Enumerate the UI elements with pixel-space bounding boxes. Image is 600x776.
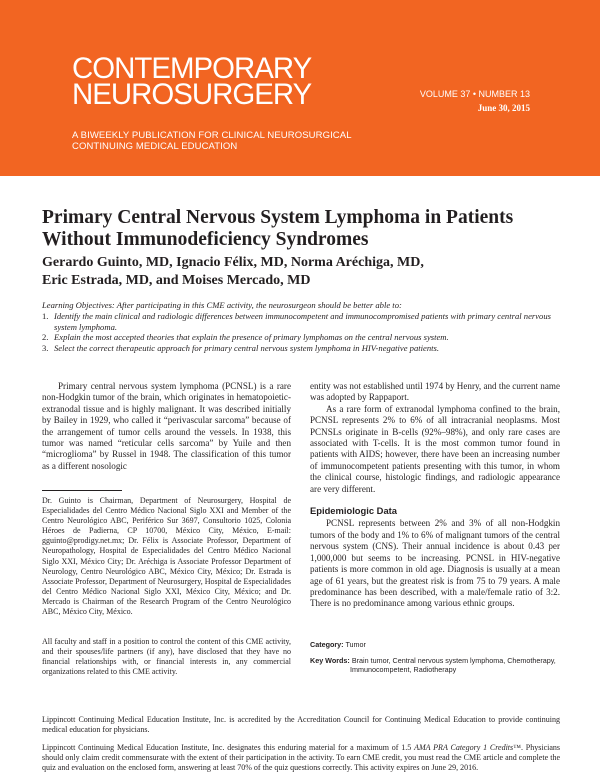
category-value: Tumor	[345, 640, 366, 649]
learning-objectives	[42, 300, 562, 354]
designation-credit: AMA PRA Category 1 Credits	[414, 743, 514, 752]
credit-designation-statement	[42, 743, 560, 774]
keywords-row	[310, 656, 560, 674]
article-metadata	[310, 640, 560, 674]
objective-item	[42, 343, 562, 354]
accreditation-statement: Lippincott Continuing Medical Education Institute, Inc. is accredited by the Accreditation Council for Continuing Medical Education to provide continuing medical education for physicians.	[42, 715, 560, 735]
objective-text: Explain the most accepted theories that explain the presence of primary lymphomas on the central nervous system.	[54, 332, 449, 343]
category-row	[310, 640, 560, 649]
body-paragraph: PCNSL represents between 2% and 3% of all non-Hodgkin tumors of the body and 1% to 6% of malignant tumors of the central nervous system (CNS). Their annual incidence is about 0.43 per 1,000,000 but seems to be increasing. PCNSL in HIV-negative patients is more common in old age. Diagnosis is usually at a mean age of 61 years, but the greatest risk is from 75 to 79 years. A male predominance has been described, with a male/female ratio of 3:2. There is no predominance among various ethnic groups.	[310, 518, 560, 609]
journal-title-line1: CONTEMPORARY	[72, 52, 312, 85]
article-authors	[42, 254, 562, 290]
journal-subtitle	[72, 130, 402, 152]
objective-number: 3.	[42, 343, 49, 354]
journal-title	[72, 52, 312, 111]
journal-banner	[0, 0, 600, 176]
objectives-intro	[42, 300, 562, 311]
authors-line1: Gerardo Guinto, MD, Ignacio Félix, MD, Norma Aréchiga, MD,	[42, 255, 424, 270]
objectives-intro-text: After participating in this CME activity, the neurosurgeon should be better able to:	[114, 300, 402, 310]
designation-text: Lippincott Continuing Medical Education Institute, Inc. designates this enduring material for a maximum of 1.5	[42, 743, 415, 752]
volume-number: VOLUME 37 • NUMBER 13	[419, 89, 530, 99]
objective-number: 2.	[42, 332, 49, 343]
designation-text-rest: ™. Physicians should only claim credit commensurate with the extent of their participation in the activity. To earn CME credit, you must read the CME article and complete the quiz and evaluation on the enclosed form, answering at least 70% of the quiz questions correctly. This activity expires on June 29, 2016.	[42, 743, 561, 773]
authors-line2: Eric Estrada, MD, and Moises Mercado, MD	[42, 273, 311, 288]
objective-text: Identify the main clinical and radiologic differences between immunocompetent and immunocompromised patients with primary central nervous system lymphoma.	[54, 310, 551, 332]
issue-info	[418, 87, 530, 115]
body-column-left	[42, 381, 291, 472]
disclosure-statement: All faculty and staff in a position to control the content of this CME activity, and their spouses/life partners (if any), have disclosed that they have no financial relationships with, or financial interests in, any commercial organizations related to this CME activity.	[42, 637, 291, 677]
keywords-label: Key Words:	[310, 656, 350, 665]
body-paragraph: Primary central nervous system lymphoma (PCNSL) is a rare non-Hodgkin tumor of the brain, which originates in hematopoietic-extranodal tissue and is highly malignant. It was described initially by Bailey in 1929, who called it “perivascular sarcoma” because of the arrangement of tumor cells around the vessels. In 1938, this tumor was named “reticular cells sarcoma” by Yuile and then “microglioma” by Russel in 1948. The classification of this tumor as a different nosologic	[42, 381, 291, 471]
objective-item	[42, 311, 562, 333]
issue-date: June 30, 2015	[477, 103, 530, 113]
body-paragraph: entity was not established until 1974 by Henry, and the current name was adopted by Rappaport.	[310, 381, 560, 403]
objective-text: Select the correct therapeutic approach for primary central nervous system lymphoma in HIV-negative patients.	[54, 343, 440, 354]
body-column-right	[310, 381, 560, 610]
journal-title-line2: NEUROSURGERY	[72, 78, 312, 111]
objectives-list	[42, 311, 562, 354]
objective-number: 1.	[42, 310, 49, 321]
section-heading: Epidemiologic Data	[310, 505, 397, 517]
article-title: Primary Central Nervous System Lymphoma in Patients Without Immunodeficiency Syndromes	[42, 207, 514, 250]
objectives-heading: Learning Objectives:	[42, 300, 115, 310]
objective-item	[42, 332, 562, 343]
journal-subtitle-line2: CONTINUING MEDICAL EDUCATION	[72, 141, 238, 152]
keywords-value: Brain tumor, Central nervous system lymphoma, Chemotherapy, Immunocompetent, Radiotherapy	[350, 656, 556, 674]
footnote-divider	[42, 490, 122, 491]
body-paragraph: As a rare form of extranodal lymphoma confined to the brain, PCNSL represents 2% to 6% of all intracranial neoplasms. Most PCNSLs originate in B-cells (92%–98%), and only rare cases are associated with T-cells. It is the most common tumor found in patients with AIDS; however, there have been an increasing number of immunocompetent patients presenting with this tumor, in whom the clinical course, histologic findings, and radiologic appearance are very different.	[310, 403, 560, 494]
author-affiliations: Dr. Guinto is Chairman, Department of Neurosurgery, Hospital de Especialidades del Centro Médico Nacional Siglo XXI and Member of the Centro Neurológico ABC, Periférico Sur 3697, Consultorio 1025, Colonia Héroes de Padierna, CP 10700, México City, México, E-mail: gguinto@prodigy.net.mx; Dr. Félix is Associate Professor, Department of Neuropathology, Hospital de Especialidades del Centro Médico Nacional Siglo XXI, México City; Dr. Aréchiga is Associate Professor Department of Neurology, Centro Neurológico ABC, México City, México; Dr. Estrada is Associate Professor, Department of Neurosurgery, Hospital de Especialidades del Centro Médico Nacional Siglo XXI, México City, México; and Dr. Mercado is Chairman of the Research Program of the Centro Neurológico ABC, México City, México.	[42, 496, 291, 617]
journal-subtitle-line1: A BIWEEKLY PUBLICATION FOR CLINICAL NEUROSURGICAL	[72, 130, 352, 141]
category-label: Category:	[310, 640, 344, 649]
